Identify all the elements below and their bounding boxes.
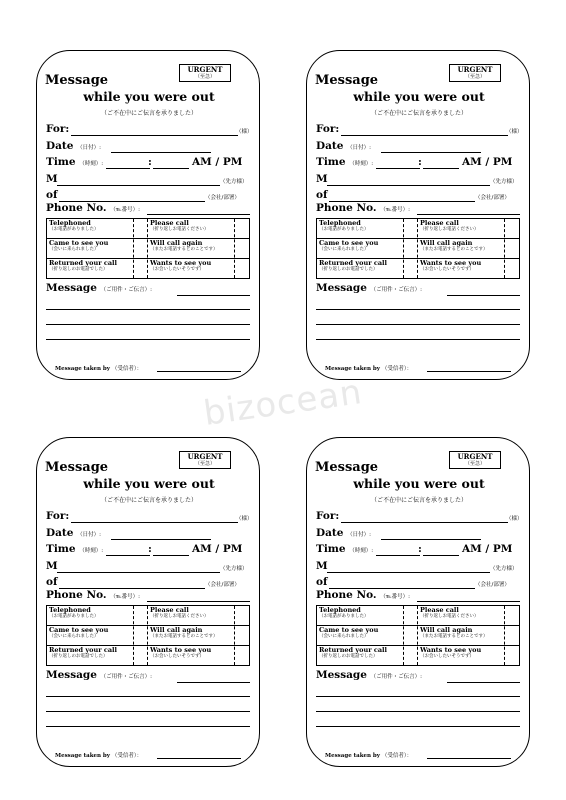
column-divider <box>147 219 148 278</box>
message-line[interactable] <box>177 682 250 683</box>
for-field[interactable] <box>341 522 508 523</box>
taken-by-label: Message taken by <box>325 753 380 759</box>
options-grid <box>316 605 520 666</box>
phone-field[interactable] <box>417 601 520 602</box>
for-label: For: <box>316 510 340 522</box>
column-divider <box>417 219 418 278</box>
date-label: Date <box>316 527 344 539</box>
time-colon: : <box>418 156 422 168</box>
message-line[interactable] <box>316 696 520 697</box>
taken-by-label: Message taken by <box>325 366 380 372</box>
urgent-checkbox[interactable] <box>179 64 231 82</box>
ampm-label[interactable]: AM / PM <box>462 543 513 555</box>
urgent-label: URGENT <box>187 65 223 74</box>
caller-name-field[interactable] <box>57 185 220 186</box>
time-colon: : <box>148 156 152 168</box>
urgent-label: URGENT <box>187 452 223 461</box>
option-label: Telephoned <box>49 219 91 227</box>
card-subtitle: while you were out <box>353 89 485 104</box>
message-card-bottom-right <box>306 437 530 767</box>
option-label: Telephoned <box>49 606 91 614</box>
card-note: （ご不在中にご伝言を承りました） <box>100 497 197 504</box>
of-label: of <box>316 189 328 201</box>
option-label-jp: （お電話がありました） <box>49 614 99 619</box>
options-grid <box>46 605 250 666</box>
option-label: Will call again <box>420 626 473 634</box>
for-field[interactable] <box>71 135 238 136</box>
message-card-bottom-left <box>36 437 260 767</box>
card-subtitle: while you were out <box>353 476 485 491</box>
date-field[interactable] <box>111 152 211 153</box>
time-minute-field[interactable] <box>153 168 189 169</box>
date-label: Date <box>46 140 74 152</box>
message-line[interactable] <box>316 726 520 727</box>
message-line[interactable] <box>316 339 520 340</box>
time-label: Time <box>46 156 76 168</box>
message-label: Message <box>316 669 367 681</box>
time-colon: : <box>418 543 422 555</box>
watermark: bizocean <box>201 372 365 434</box>
urgent-label-jp: （至急） <box>464 74 485 80</box>
option-label-jp: （お電話がありました） <box>319 227 369 232</box>
checkbox-divider <box>403 219 404 278</box>
message-line[interactable] <box>46 726 250 727</box>
option-label-jp: （折り返しのお電話でした） <box>319 654 378 659</box>
checkbox-divider <box>504 606 505 665</box>
of-suffix: （会社/部署） <box>475 195 510 201</box>
urgent-checkbox[interactable] <box>449 64 501 82</box>
option-label: Please call <box>150 219 189 227</box>
option-label-jp: （会いに来られました） <box>319 634 369 639</box>
for-suffix: （様） <box>236 129 253 135</box>
of-label: of <box>46 576 58 588</box>
of-suffix: （会社/部署） <box>475 582 510 588</box>
urgent-checkbox[interactable] <box>179 451 231 469</box>
phone-label-jp: （℡番号）: <box>110 594 140 600</box>
of-label: of <box>316 576 328 588</box>
taken-by-field[interactable] <box>157 371 241 372</box>
option-label-jp: （お会いしたいそうです） <box>150 654 204 659</box>
option-label: Telephoned <box>319 606 361 614</box>
option-label: Will call again <box>150 626 203 634</box>
checkbox-divider <box>234 606 235 665</box>
ampm-label[interactable]: AM / PM <box>462 156 513 168</box>
for-label: For: <box>316 123 340 135</box>
message-label: Message <box>46 282 97 294</box>
option-label: Returned your call <box>319 646 387 654</box>
option-label-jp: （折り返しお電話ください） <box>420 227 479 232</box>
urgent-label-jp: （至急） <box>194 461 215 467</box>
message-card-top-left <box>36 50 260 380</box>
message-label: Message <box>316 282 367 294</box>
of-suffix: （会社/部署） <box>205 195 240 201</box>
message-line[interactable] <box>46 696 250 697</box>
option-label: Please call <box>150 606 189 614</box>
option-label: Returned your call <box>319 259 387 267</box>
taken-by-label-jp: （受信者）： <box>111 366 143 372</box>
message-label-jp: （ご用件・ご伝言）: <box>100 287 152 293</box>
taken-by-label: Message taken by <box>55 366 110 372</box>
option-label: Came to see you <box>49 626 109 634</box>
message-line[interactable] <box>46 711 250 712</box>
option-label-jp: （またお電話するとのことです） <box>420 634 488 639</box>
option-label-jp: （またお電話するとのことです） <box>150 247 218 252</box>
phone-field[interactable] <box>147 214 250 215</box>
for-field[interactable] <box>71 522 238 523</box>
option-label-jp: （またお電話するとのことです） <box>150 634 218 639</box>
taken-by-field[interactable] <box>427 758 511 759</box>
message-label-jp: （ご用件・ご伝言）: <box>100 674 152 680</box>
message-line[interactable] <box>447 295 520 296</box>
row-divider <box>317 238 519 239</box>
for-suffix: （様） <box>236 516 253 522</box>
urgent-label-jp: （至急） <box>464 461 485 467</box>
option-label: Came to see you <box>319 239 379 247</box>
time-minute-field[interactable] <box>423 168 459 169</box>
row-divider <box>317 645 519 646</box>
date-label-jp: （日付）: <box>77 145 101 151</box>
option-label-jp: （お電話がありました） <box>319 614 369 619</box>
ampm-label[interactable]: AM / PM <box>192 543 243 555</box>
time-label-jp: （時刻）: <box>349 161 374 167</box>
taken-by-label-jp: （受信者）： <box>111 753 143 759</box>
option-label: Will call again <box>420 239 473 247</box>
message-label-jp: （ご用件・ご伝言）: <box>370 287 422 293</box>
checkbox-divider <box>133 606 134 665</box>
date-field[interactable] <box>381 539 481 540</box>
column-divider <box>147 606 148 665</box>
option-label: Wants to see you <box>150 646 212 654</box>
phone-label-jp: （℡番号）: <box>380 207 410 213</box>
time-minute-field[interactable] <box>423 555 459 556</box>
option-label: Please call <box>420 606 459 614</box>
ampm-label[interactable]: AM / PM <box>192 156 243 168</box>
card-note: （ご不在中にご伝言を承りました） <box>100 110 197 117</box>
for-label: For: <box>46 123 70 135</box>
for-suffix: （様） <box>506 516 523 522</box>
date-label: Date <box>46 527 74 539</box>
option-label-jp: （会いに来られました） <box>49 634 99 639</box>
caller-name-field[interactable] <box>327 185 490 186</box>
option-label-jp: （折り返しのお電話でした） <box>49 654 108 659</box>
card-subtitle: while you were out <box>83 476 215 491</box>
for-label: For: <box>46 510 70 522</box>
card-note: （ご不在中にご伝言を承りました） <box>370 497 467 504</box>
message-card-top-right <box>306 50 530 380</box>
of-label: of <box>46 189 58 201</box>
option-label: Please call <box>420 219 459 227</box>
phone-label-jp: （℡番号）: <box>380 594 410 600</box>
option-label-jp: （折り返しのお電話でした） <box>319 267 378 272</box>
date-label-jp: （日付）: <box>347 532 371 538</box>
option-label: Came to see you <box>49 239 109 247</box>
time-label-jp: （時刻）: <box>349 548 374 554</box>
option-label: Telephoned <box>319 219 361 227</box>
message-line[interactable] <box>46 339 250 340</box>
date-field[interactable] <box>111 539 211 540</box>
phone-label: Phone No. <box>316 202 377 214</box>
checkbox-divider <box>403 606 404 665</box>
checkbox-divider <box>234 219 235 278</box>
option-label-jp: （お電話がありました） <box>49 227 99 232</box>
m-suffix: （先方様） <box>490 566 518 572</box>
taken-by-field[interactable] <box>157 758 241 759</box>
option-label: Returned your call <box>49 646 117 654</box>
message-line[interactable] <box>46 309 250 310</box>
message-line[interactable] <box>316 324 520 325</box>
date-field[interactable] <box>381 152 481 153</box>
row-divider <box>317 258 519 259</box>
message-label-jp: （ご用件・ご伝言）: <box>370 674 422 680</box>
option-label-jp: （お会いしたいそうです） <box>420 267 474 272</box>
option-label-jp: （お会いしたいそうです） <box>420 654 474 659</box>
time-label: Time <box>46 543 76 555</box>
option-label: Wants to see you <box>420 646 482 654</box>
time-label-jp: （時刻）: <box>79 548 104 554</box>
time-hour-field[interactable] <box>376 168 420 169</box>
message-line[interactable] <box>447 682 520 683</box>
message-label: Message <box>46 669 97 681</box>
phone-label: Phone No. <box>316 589 377 601</box>
time-hour-field[interactable] <box>106 555 150 556</box>
message-line[interactable] <box>316 309 520 310</box>
message-line[interactable] <box>46 324 250 325</box>
taken-by-label-jp: （受信者）： <box>381 753 413 759</box>
options-grid <box>46 218 250 279</box>
for-field[interactable] <box>341 135 508 136</box>
option-label-jp: （お会いしたいそうです） <box>150 267 204 272</box>
option-label-jp: （折り返しお電話ください） <box>150 614 209 619</box>
taken-by-label: Message taken by <box>55 753 110 759</box>
time-hour-field[interactable] <box>106 168 150 169</box>
date-label-jp: （日付）: <box>347 145 371 151</box>
option-label-jp: （会いに来られました） <box>319 247 369 252</box>
message-line[interactable] <box>316 711 520 712</box>
date-label: Date <box>316 140 344 152</box>
time-label: Time <box>316 543 346 555</box>
urgent-checkbox[interactable] <box>449 451 501 469</box>
of-suffix: （会社/部署） <box>205 582 240 588</box>
m-suffix: （先方様） <box>220 179 248 185</box>
time-colon: : <box>148 543 152 555</box>
option-label-jp: （折り返しお電話ください） <box>420 614 479 619</box>
card-note: （ご不在中にご伝言を承りました） <box>370 110 467 117</box>
phone-label: Phone No. <box>46 202 107 214</box>
option-label-jp: （またお電話するとのことです） <box>420 247 488 252</box>
option-label-jp: （会いに来られました） <box>49 247 99 252</box>
m-label: M <box>316 173 328 185</box>
caller-name-field[interactable] <box>57 572 220 573</box>
option-label-jp: （折り返しお電話ください） <box>150 227 209 232</box>
for-suffix: （様） <box>506 129 523 135</box>
checkbox-divider <box>133 219 134 278</box>
option-label-jp: （折り返しのお電話でした） <box>49 267 108 272</box>
m-label: M <box>316 560 328 572</box>
option-label: Wants to see you <box>420 259 482 267</box>
urgent-label: URGENT <box>457 452 493 461</box>
row-divider <box>47 258 249 259</box>
m-suffix: （先方様） <box>220 566 248 572</box>
options-grid <box>316 218 520 279</box>
taken-by-label-jp: （受信者）： <box>381 366 413 372</box>
taken-by-field[interactable] <box>427 371 511 372</box>
row-divider <box>47 238 249 239</box>
option-label: Returned your call <box>49 259 117 267</box>
phone-label: Phone No. <box>46 589 107 601</box>
time-hour-field[interactable] <box>376 555 420 556</box>
card-title: Message <box>45 73 109 88</box>
option-label: Came to see you <box>319 626 379 634</box>
time-label: Time <box>316 156 346 168</box>
m-label: M <box>46 173 58 185</box>
checkbox-divider <box>504 219 505 278</box>
option-label: Will call again <box>150 239 203 247</box>
urgent-label: URGENT <box>457 65 493 74</box>
m-label: M <box>46 560 58 572</box>
row-divider <box>47 625 249 626</box>
m-suffix: （先方様） <box>490 179 518 185</box>
option-label: Wants to see you <box>150 259 212 267</box>
date-label-jp: （日付）: <box>77 532 101 538</box>
card-subtitle: while you were out <box>83 89 215 104</box>
card-title: Message <box>315 73 379 88</box>
urgent-label-jp: （至急） <box>194 74 215 80</box>
time-minute-field[interactable] <box>153 555 189 556</box>
card-title: Message <box>315 460 379 475</box>
caller-name-field[interactable] <box>327 572 490 573</box>
card-title: Message <box>45 460 109 475</box>
row-divider <box>47 645 249 646</box>
phone-field[interactable] <box>147 601 250 602</box>
row-divider <box>317 625 519 626</box>
message-line[interactable] <box>177 295 250 296</box>
column-divider <box>417 606 418 665</box>
phone-label-jp: （℡番号）: <box>110 207 140 213</box>
time-label-jp: （時刻）: <box>79 161 104 167</box>
phone-field[interactable] <box>417 214 520 215</box>
